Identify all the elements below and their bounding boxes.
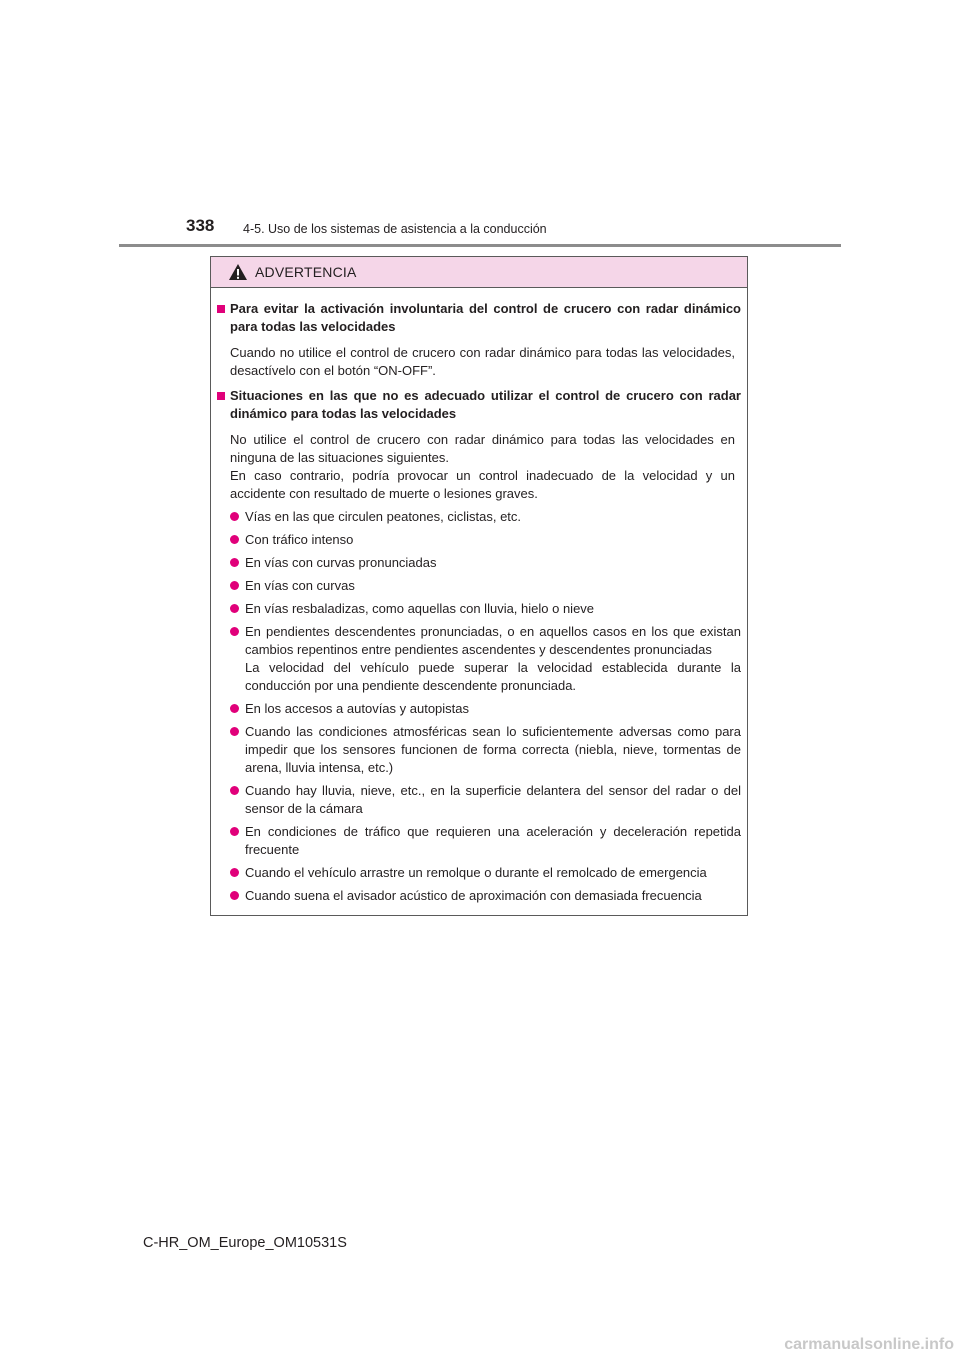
section-heading-text: Para evitar la activación involuntaria del control de crucero con radar dinámico para todas las velocidades [230,301,741,334]
list-item-text: Cuando el vehículo arrastre un remolque o durante el remolcado de emergencia [245,865,707,880]
section-paragraph: Cuando no utilice el control de crucero con radar dinámico para todas las velocidades, desactívelo con el botón “ON-OFF”. [230,345,735,378]
list-item-text: En vías resbaladizas, como aquellas con lluvia, hielo o nieve [245,601,595,616]
list-item [230,887,741,905]
list-item [230,723,741,777]
bullet-dot-icon [230,868,239,877]
list-item [230,600,741,618]
bullet-dot-icon [230,827,239,836]
warning-triangle-icon [228,263,248,281]
section-heading [217,387,741,423]
list-item-text: Cuando suena el avisador acústico de aproximación con demasiada frecuencia [245,888,702,903]
warning-box [210,256,748,916]
warning-section [217,300,741,380]
paragraph-line: No utilice el control de crucero con radar dinámico para todas las velocidades en ninguna de las situaciones siguientes. [230,432,735,465]
square-bullet-icon [217,392,225,400]
paragraph-line: En caso contrario, podría provocar un control inadecuado de la velocidad y un accidente con resultado de muerte o lesiones graves. [230,468,735,501]
bullet-dot-icon [230,704,239,713]
bullet-dot-icon [230,512,239,521]
list-item-text: Vías en las que circulen peatones, ciclistas, etc. [245,509,522,524]
warning-body [211,288,747,905]
list-item-text: En vías con curvas pronunciadas [245,555,437,570]
list-item-text: Cuando hay lluvia, nieve, etc., en la superficie delantera del sensor del radar o del sensor de la cámara [245,783,741,816]
list-item [230,554,741,572]
list-item-text [245,623,741,695]
list-item-line: En pendientes descendentes pronunciadas, o en aquellos casos en los que existan cambios repentinos entre pendientes ascendentes y descendentes pronunciadas [245,624,741,657]
page-number: 338 [186,216,215,235]
watermark-link[interactable]: carmanualsonline.info [784,1336,954,1353]
list-item [230,782,741,818]
list-item-note: La velocidad del vehículo puede superar la velocidad establecida durante la conducción por una pendiente descendente pronunciada. [245,660,741,693]
list-item-text: En los accesos a autovías y autopistas [245,701,470,716]
situation-list [230,508,741,905]
bullet-dot-icon [230,581,239,590]
bullet-dot-icon [230,727,239,736]
bullet-dot-icon [230,604,239,613]
footer-document-code: C-HR_OM_Europe_OM10531S [143,1235,347,1251]
warning-header [211,257,747,288]
section-heading [217,300,741,336]
warning-section [217,387,741,905]
section-title: 4-5. Uso de los sistemas de asistencia a la conducción [243,222,547,236]
list-item-text: En condiciones de tráfico que requieren una aceleración y deceleración repetida frecuente [245,824,741,857]
bullet-dot-icon [230,558,239,567]
list-item-text: En vías con curvas [245,578,355,593]
bullet-dot-icon [230,786,239,795]
list-item [230,823,741,859]
warning-title: ADVERTENCIA [255,264,357,280]
bullet-dot-icon [230,891,239,900]
header-divider [119,244,841,247]
list-item [230,531,741,549]
list-item [230,577,741,595]
section-paragraph [230,431,741,503]
square-bullet-icon [217,305,225,313]
bullet-dot-icon [230,535,239,544]
list-item-text: Cuando las condiciones atmosféricas sean lo suficientemente adversas como para impedir que los sensores funcionen de forma correcta (niebla, nieve, tormentas de arena, lluvia intensa, etc.) [245,724,741,775]
list-item [230,700,741,718]
list-item [230,864,741,882]
bullet-dot-icon [230,627,239,636]
list-item [230,508,741,526]
list-item-text: Con tráfico intenso [245,532,354,547]
section-heading-text: Situaciones en las que no es adecuado utilizar el control de crucero con radar dinámico para todas las velocidades [230,388,741,421]
list-item [230,623,741,695]
